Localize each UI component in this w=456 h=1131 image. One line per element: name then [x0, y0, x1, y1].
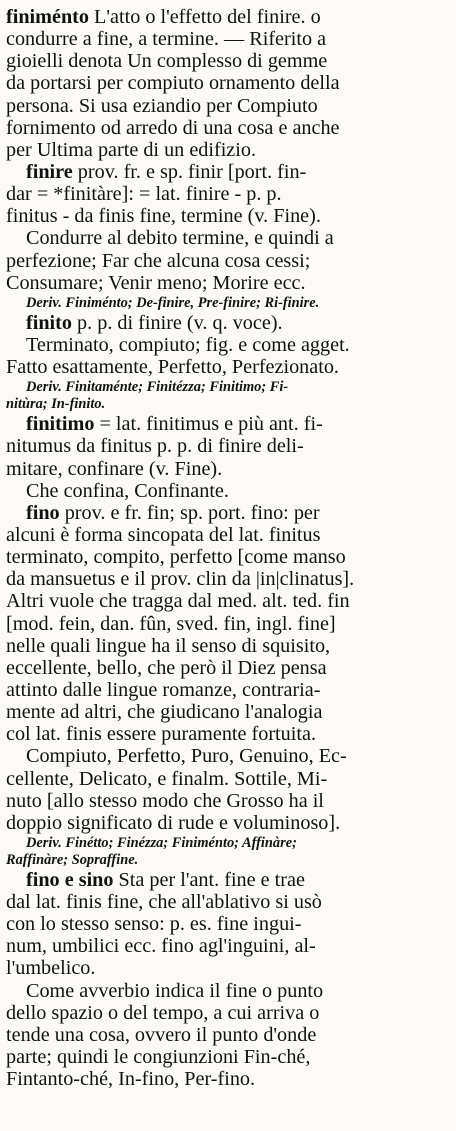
entry-line: persona. Si usa eziandio per Compiuto — [6, 94, 318, 117]
entry-line: nuto [allo stesso modo che Grosso ha il — [6, 789, 324, 812]
entry-line: alcuni è forma sincopata del lat. finitus — [6, 523, 321, 546]
entry-line: dal lat. finis fine, che all'ablativo si usò — [6, 891, 322, 914]
entry-line: num, umbilici ecc. fino agl'inguini, al- — [6, 935, 316, 958]
entry-line: finire prov. fr. e sp. finir [port. fin- — [26, 160, 307, 183]
entry-line: gioielli denota Un complesso di gemme — [6, 50, 328, 73]
entry-line: nitumus da finitus p. p. di finire deli- — [6, 435, 304, 458]
headword: fino e sino — [26, 868, 114, 891]
headword: finiménto — [6, 6, 89, 28]
derivation-line: Deriv. Finitaménte; Finitézza; Finitimo; Fi- — [26, 379, 289, 396]
entry-line: [mod. fein, dan. fûn, sved. fin, ingl. fine] — [6, 612, 336, 635]
entry-line: con lo stesso senso: p. es. fine ingui- — [6, 913, 302, 936]
entry-line: da mansuetus e il prov. clin da |in|clinatus]. — [6, 568, 355, 591]
entry-line: dello spazio o del tempo, a cui arriva o — [6, 1001, 320, 1024]
entry-line: Condurre al debito termine, e quindi a — [26, 227, 334, 250]
entry-line: Fatto esattamente, Perfetto, Perfezionato. — [6, 356, 339, 379]
entry-line: Altri vuole che tragga dal med. alt. ted. fin — [6, 590, 350, 613]
entry-line: Che confina, Confinante. — [26, 479, 229, 502]
entry-line: nelle quali lingue ha il senso di squisito, — [6, 634, 331, 657]
entry-line: attinto dalle lingue romanze, contraria- — [6, 678, 321, 701]
entry-line: per Ultima parte di un edifizio. — [6, 138, 257, 161]
headword: fino — [26, 501, 60, 524]
entry-line: Terminato, compiuto; fig. e come agget. — [26, 333, 350, 356]
entry-line: doppio significato di rude e voluminoso]. — [6, 811, 341, 834]
entry-line: col lat. finis essere puramente fortuita. — [6, 723, 316, 746]
entry-line: finitus - da finis fine, termine (v. Fine). — [6, 205, 321, 228]
entry-line: mente ad altri, che giudicano l'analogia — [6, 701, 323, 724]
derivation-line: Deriv. Finétto; Finézza; Finiménto; Affinàre; — [26, 834, 297, 851]
derivation-line: Deriv. Finiménto; De-finire, Pre-finire; Ri-finire. — [26, 294, 320, 311]
entry-line: finitimo = lat. finitimus e più ant. fi- — [26, 413, 323, 436]
entry-line: fino e sino Sta per l'ant. fine e trae — [26, 868, 305, 891]
entry-line: terminato, compito, perfetto [come manso — [6, 546, 346, 569]
headword: finitimo — [26, 413, 95, 436]
entry-line: Consumare; Venir meno; Morire ecc. — [6, 271, 306, 294]
entry-line: cellente, Delicato, e finalm. Sottile, Mi- — [6, 767, 328, 790]
entry-line: fornimento od arredo di una cosa e anche — [6, 116, 340, 139]
entry-line: finiménto L'atto o l'effetto del finire. o — [6, 6, 321, 28]
entry-line: condurre a fine, a termine. — Riferito a — [6, 28, 327, 51]
entry-line: Come avverbio indica il fine o punto — [26, 979, 324, 1002]
entry-line: l'umbelico. — [6, 957, 96, 980]
entry-line: parte; quindi le congiunzioni Fin-ché, — [6, 1046, 311, 1069]
entry-line: perfezione; Far che alcuna cosa cessi; — [6, 249, 311, 272]
entry-line: Fintanto-ché, In-fino, Per-fino. — [6, 1068, 256, 1091]
entry-line: da portarsi per compiuto ornamento della — [6, 72, 340, 95]
entry-line: Compiuto, Perfetto, Puro, Genuino, Ec- — [26, 745, 347, 768]
entry-line: mitare, confinare (v. Fine). — [6, 457, 223, 480]
derivation-line: nitùra; In-finito. — [6, 396, 106, 413]
entry-line: tende una cosa, ovvero il punto d'onde — [6, 1023, 317, 1046]
entry-line: fino prov. e fr. fin; sp. port. fino: per — [26, 501, 320, 524]
entry-line: dar = *finitàre]: = lat. finire - p. p. — [6, 183, 282, 206]
entry-line: finito p. p. di finire (v. q. voce). — [26, 311, 283, 334]
headword: finito — [26, 311, 72, 334]
headword: finire — [26, 160, 73, 183]
derivation-line: Raffinàre; Sopraffine. — [6, 851, 139, 868]
entry-line: eccellente, bello, che però il Diez pensa — [6, 656, 327, 679]
